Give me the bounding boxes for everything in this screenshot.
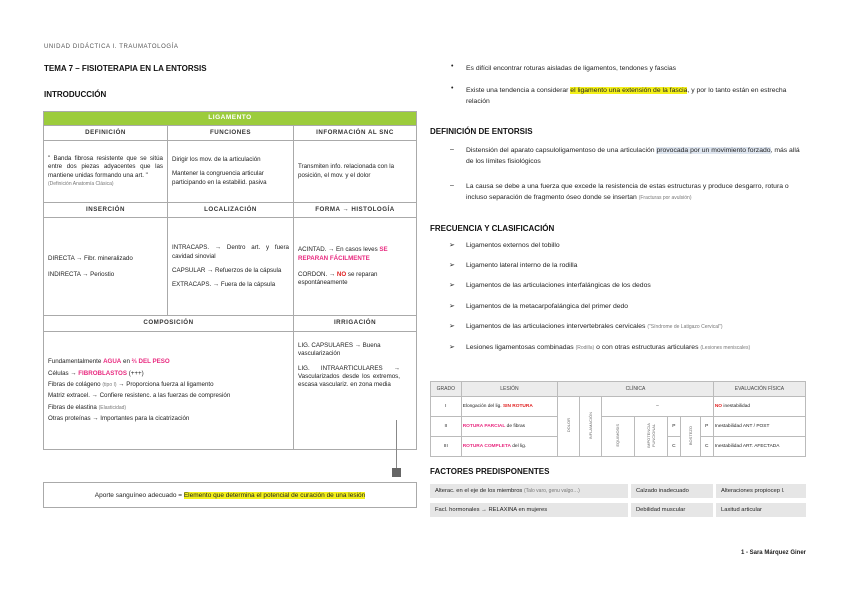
bullet-2-a: Existe una tendencia a considerar	[466, 87, 569, 94]
irrigacion-cell	[294, 331, 417, 449]
entorsis-def-1	[466, 146, 806, 167]
freq-item-4: Ligamentos de la metacarpofalángica del primer dedo	[466, 303, 629, 310]
freq-item-2: Ligamento lateral interno de la rodilla	[466, 262, 578, 269]
factor-5: Debilidad muscular	[631, 503, 713, 517]
insercion-2: INDIRECTA → Periostio	[48, 270, 115, 278]
bullet-2	[466, 86, 806, 107]
grado-2: II	[431, 417, 462, 437]
lesion-3-a: ROTURA COMPLETA	[462, 444, 511, 449]
comp-1-b: AGUA	[103, 358, 122, 366]
col-forma: FORMA → HISTOLOGÍA	[294, 203, 417, 218]
loc-1: INTRACAPS. → Dentro art. y fuera cavidad sinovial	[172, 244, 289, 260]
freq-item-6-text2: o con otras estructuras articulares	[596, 344, 699, 351]
inflam-label: INFLAMACIÓN	[588, 411, 594, 440]
ligamento-table	[43, 111, 417, 450]
grado-table	[430, 381, 806, 457]
factor-4: Facl. hormonales → RELAXINA en mujeres	[430, 503, 628, 517]
forma-2-a: CORDON. →	[298, 270, 336, 278]
entorsis-d2-a: La causa se debe a una fuerza que excede la resistencia de estas estructuras y produce desgarro, rotura o incluso separación de fragmento óseo donde se insertan	[466, 183, 789, 201]
p1-cell: P	[667, 417, 680, 437]
resize-handle[interactable]	[392, 468, 401, 477]
resize-line	[396, 420, 397, 468]
factor-2: Calzado inadecuado	[631, 484, 713, 498]
irr-1: LIG. CAPSULARES → Buena vascularización	[298, 341, 381, 358]
h-clinica: CLÍNICA	[558, 382, 714, 397]
col-insercion: INSERCIÓN	[44, 203, 168, 218]
definicion-note: (Definición Anatomía Clásica)	[48, 180, 114, 187]
info-snc-cell: Transmiten info. relacionada con la posición, el mov. y el dolor	[294, 141, 417, 203]
funcion-1: Dirigir los mov. de la articulación	[172, 156, 261, 164]
comp-5-note: (Elasticidad)	[98, 404, 127, 411]
factor-1-text: Alterac. en el eje de los miembros	[435, 488, 523, 494]
lesion-1-a: Elongación del lig.	[462, 404, 502, 409]
dolor-col	[558, 397, 580, 457]
bullet-dot: •	[451, 85, 454, 92]
factores-title: FACTORES PREDISPONENTES	[430, 467, 550, 476]
localizacion-cell	[168, 218, 294, 316]
lesion-2-a: ROTURA PARCIAL	[462, 424, 506, 429]
freq-item-6-text: Lesiones ligamentosas combinadas	[466, 344, 574, 351]
page-footer: 1 - Sara Márquez Giner	[740, 550, 806, 556]
funcion-2: Mantener la congruencia articular participando en la estabilid. pasiva	[172, 170, 267, 186]
topic-title: TEMA 7 – FISIOTERAPIA EN LA ENTORSIS	[44, 64, 207, 73]
bullet-2-c: , y por lo tanto están en estrecha relación	[466, 87, 787, 105]
loc-3: EXTRACAPS. → Fuera de la cápsula	[172, 281, 276, 289]
freq-item-5	[466, 322, 723, 333]
comp-1-a: Fundamentalmente	[48, 358, 102, 366]
freq-item-5-text: Ligamentos de las articulaciones intervertebrales cervicales	[466, 323, 646, 330]
dash-marker: –	[450, 182, 454, 189]
grado-1: I	[431, 397, 462, 417]
grado-3: III	[431, 437, 462, 457]
bullet-dot: •	[451, 63, 454, 70]
lesion-2-b: de fibras	[506, 424, 526, 429]
eval-1-a: NO	[714, 404, 723, 409]
bost-col	[680, 417, 700, 457]
lesion-2	[461, 417, 557, 437]
freq-item-6	[466, 343, 750, 354]
forma-2	[298, 271, 412, 288]
comp-1	[48, 357, 289, 366]
lesion-3-b: del lig.	[512, 444, 527, 449]
freq-item-6-note2: (Lesiones meniscales)	[700, 345, 751, 351]
bullet-1	[466, 64, 806, 75]
insercion-1: DIRECTA → Fibr. mineralizado	[48, 254, 133, 262]
insercion-cell	[44, 218, 168, 316]
c1-cell: C	[667, 437, 680, 457]
col-definicion: DEFINICIÓN	[44, 125, 168, 140]
aporte-b: Elemento que determina el potencial de curación de una lesión	[183, 492, 366, 499]
eval-1	[713, 397, 805, 417]
equim-label: EQUIMOSIS	[615, 424, 621, 447]
unit-header: UNIDAD DIDÁCTICA I. TRAUMATOLOGÍA	[44, 44, 179, 50]
forma-2-no: NO	[336, 270, 347, 278]
comp-5	[48, 403, 289, 413]
forma-cell	[294, 218, 417, 316]
lesion-1	[461, 397, 557, 417]
forma-1-a: ACINTAD. → En casos leves	[298, 246, 378, 254]
inflam-col	[580, 397, 602, 457]
arrow-marker: ➢	[449, 303, 455, 310]
entorsis-d2-note: (Fracturas por avulsión)	[638, 194, 692, 201]
comp-2-c: (+++)	[128, 369, 144, 377]
forma-1-b: SE REPARAN FÁCILMENTE	[298, 246, 388, 262]
arrow-marker: ➢	[449, 323, 455, 330]
dolor-label: DOLOR	[566, 418, 572, 433]
definicion-cell	[44, 141, 168, 203]
h-lesion: LESIÓN	[461, 382, 557, 397]
comp-5-a: Fibras de elastina	[48, 403, 97, 411]
comp-2	[48, 369, 289, 378]
ligamento-title: LIGAMENTO	[44, 112, 417, 126]
entorsis-d1-a: Distensión del aparato capsuloligamentoso de una articulación	[466, 147, 655, 154]
c2-cell: C	[700, 437, 713, 457]
entorsis-d1-b: provocada por un movimiento forzado	[656, 147, 771, 154]
intro-heading: INTRODUCCIÓN	[44, 90, 107, 99]
irr-2: LIG. INTRAARTICULARES → Vascularizados desde los extremos, escasa vasculariz. en zona media	[298, 364, 400, 389]
col-localizacion: LOCALIZACIÓN	[168, 203, 294, 218]
dash-cell: –	[602, 397, 714, 417]
comp-3-a: Fibras de colágeno	[48, 380, 101, 388]
impot-col	[634, 417, 667, 457]
composicion-cell	[44, 331, 294, 449]
h-eval: EVALUACIÓN FÍSICA	[713, 382, 805, 397]
loc-2: CAPSULAR → Refuerzos de la cápsula	[172, 266, 282, 274]
comp-2-a: Células →	[48, 369, 77, 377]
comp-4: Matriz extracel. → Confiere resistenc. a las fuerzas de compresión	[48, 392, 231, 400]
h-grado: GRADO	[431, 382, 462, 397]
arrow-marker: ➢	[449, 262, 455, 269]
comp-2-b: FIBROBLASTOS	[78, 369, 127, 377]
freq-item-1: Ligamentos externos del tobillo	[466, 242, 560, 249]
factor-6: Laxitud articular	[716, 503, 806, 517]
aporte-box	[43, 482, 417, 508]
aporte-a: Aporte sanguíneo adecuado =	[94, 492, 183, 499]
impot-label: IMPOTENCIA FUNCIONAL	[645, 423, 656, 448]
eval-1-b: inestabilidad	[723, 404, 751, 409]
comp-6: Otras proteínas → Importantes para la cicatrización	[48, 415, 190, 423]
factor-3: Alteraciones propiocep l.	[716, 484, 806, 498]
col-composicion: COMPOSICIÓN	[44, 316, 294, 331]
forma-1	[298, 246, 412, 263]
freq-item-5-note: ("Síndrome de Latigazo Cervical")	[647, 324, 723, 330]
arrow-marker: ➢	[449, 242, 455, 249]
freq-item-6-note: (Rodilla)	[575, 345, 595, 351]
entorsis-title: DEFINICIÓN DE ENTORSIS	[430, 127, 533, 136]
arrow-marker: ➢	[449, 282, 455, 289]
equim-col	[602, 417, 635, 457]
col-irrigacion: IRRIGACIÓN	[294, 316, 417, 331]
definicion-text: " Banda fibrosa resistente que se sitúa entre dos piezas adyacentes que las mantiene unidas formando una art. "	[48, 154, 163, 179]
entorsis-def-2	[466, 182, 806, 203]
entorsis-d1-c: , más allá de los límites fisiológicos	[466, 147, 800, 165]
comp-1-d: ⅔ DEL PESO	[131, 358, 170, 366]
bost-label: BOSTEZO	[687, 425, 693, 446]
bullet-2-b: el ligamento una extensión de la fascia	[570, 87, 688, 94]
comp-3-note: (tipo I)	[102, 381, 117, 388]
comp-1-c: en	[123, 358, 130, 366]
lesion-1-b: SIN ROTURA	[502, 404, 533, 409]
freq-item-3: Ligamentos de las articulaciones interfalángicas de los dedos	[466, 282, 651, 289]
factor-1-note: (Talo varo, genu valgo…)	[523, 488, 580, 494]
bullet-1-text: Es difícil encontrar roturas aisladas de ligamentos, tendones y fascias	[466, 65, 677, 72]
forma-2-b: se reparan espontáneamente	[298, 270, 378, 287]
eval-3: Inestabilidad ART. AFECTADA	[713, 437, 805, 457]
comp-3	[48, 380, 289, 390]
col-funciones: FUNCIONES	[168, 125, 294, 140]
funciones-cell	[168, 141, 294, 203]
p2-cell: P	[700, 417, 713, 437]
col-info-snc: INFORMACIÓN AL SNC	[294, 125, 417, 140]
factor-1	[430, 484, 628, 498]
comp-3-b: → Proporciona fuerza al ligamento	[118, 380, 214, 388]
dash-marker: –	[450, 146, 454, 153]
frecuencia-title: FRECUENCIA Y CLASIFICACIÓN	[430, 224, 555, 233]
lesion-3	[461, 437, 557, 457]
eval-2: Inestabilidad ANT / POST	[713, 417, 805, 437]
arrow-marker: ➢	[449, 344, 455, 351]
